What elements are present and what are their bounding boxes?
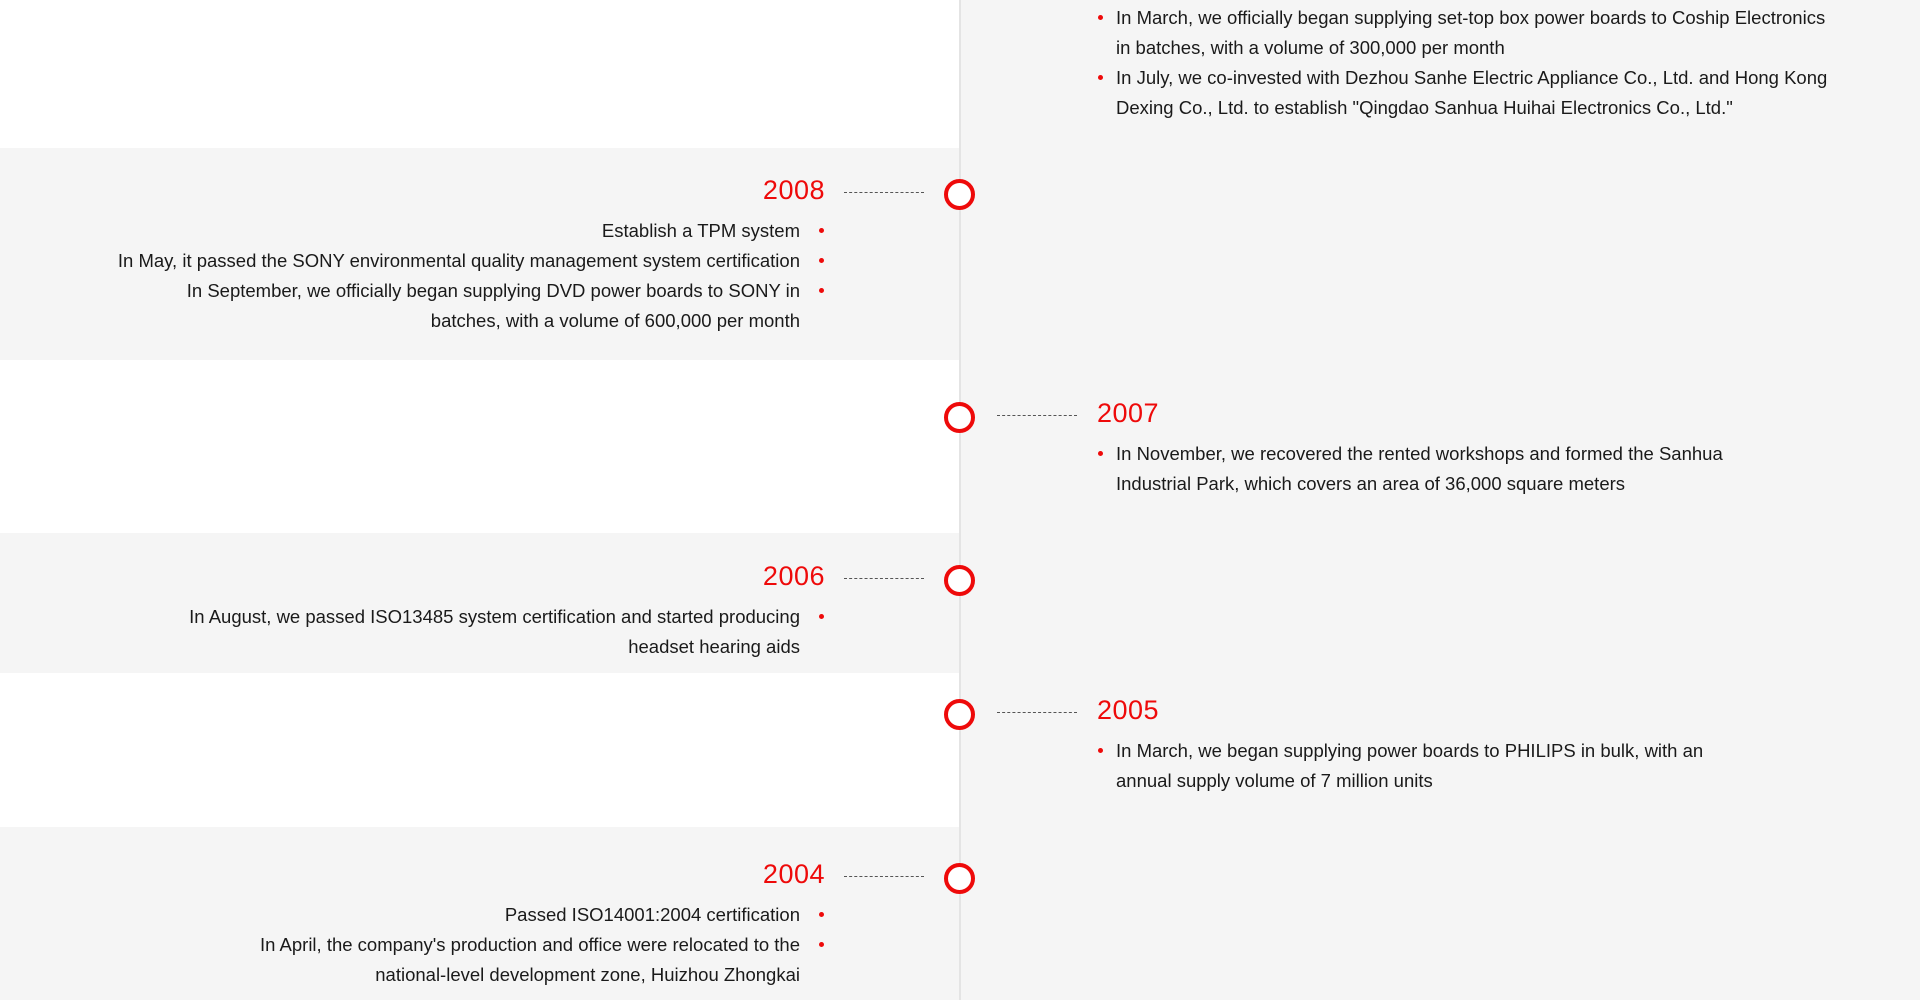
list-item: In July, we co-invested with Dezhou Sanhe Electric Appliance Co., Ltd. and Hong Kong Dexing Co., Ltd. to establish "Qingdao Sanhua Huihai Electronics Co., Ltd." <box>1116 63 1836 123</box>
connector-2006 <box>844 578 924 579</box>
list-item: Establish a TPM system <box>40 216 800 246</box>
list-item: In November, we recovered the rented workshops and formed the Sanhua Industrial Park, which covers an area of 36,000 square meters <box>1116 439 1781 499</box>
list-item: In August, we passed ISO13485 system certification and started producing headset hearing aids <box>120 602 800 662</box>
connector-2007 <box>997 415 1077 416</box>
timeline-node-2008 <box>944 179 975 210</box>
timeline-node-2004 <box>944 863 975 894</box>
timeline-node-2005 <box>944 699 975 730</box>
timeline-node-2007 <box>944 402 975 433</box>
year-2005: 2005 <box>1097 695 1160 725</box>
timeline-node-2006 <box>944 565 975 596</box>
timeline-axis <box>959 0 961 1000</box>
connector-2008 <box>844 192 924 193</box>
list-item: Passed ISO14001:2004 certification <box>240 900 800 930</box>
items-2005 <box>1116 736 1756 796</box>
items-2007 <box>1116 439 1781 499</box>
list-item: In March, we began supplying power boards to PHILIPS in bulk, with an annual supply volume of 7 million units <box>1116 736 1756 796</box>
items-2008 <box>40 216 800 336</box>
year-2004: 2004 <box>762 859 825 889</box>
year-2008: 2008 <box>762 175 825 205</box>
year-2007: 2007 <box>1097 398 1160 428</box>
items-2004 <box>240 900 800 990</box>
items-2009 <box>1116 3 1836 123</box>
connector-2004 <box>844 876 924 877</box>
year-2006: 2006 <box>762 561 825 591</box>
list-item: In April, the company's production and office were relocated to the national-level development zone, Huizhou Zhongkai <box>240 930 800 990</box>
list-item: In September, we officially began supplying DVD power boards to SONY in batches, with a volume of 600,000 per month <box>40 276 800 336</box>
connector-2005 <box>997 712 1077 713</box>
items-2006 <box>120 602 800 662</box>
list-item: In March, we officially began supplying set-top box power boards to Coship Electronics in batches, with a volume of 300,000 per month <box>1116 3 1836 63</box>
list-item: In May, it passed the SONY environmental quality management system certification <box>40 246 800 276</box>
